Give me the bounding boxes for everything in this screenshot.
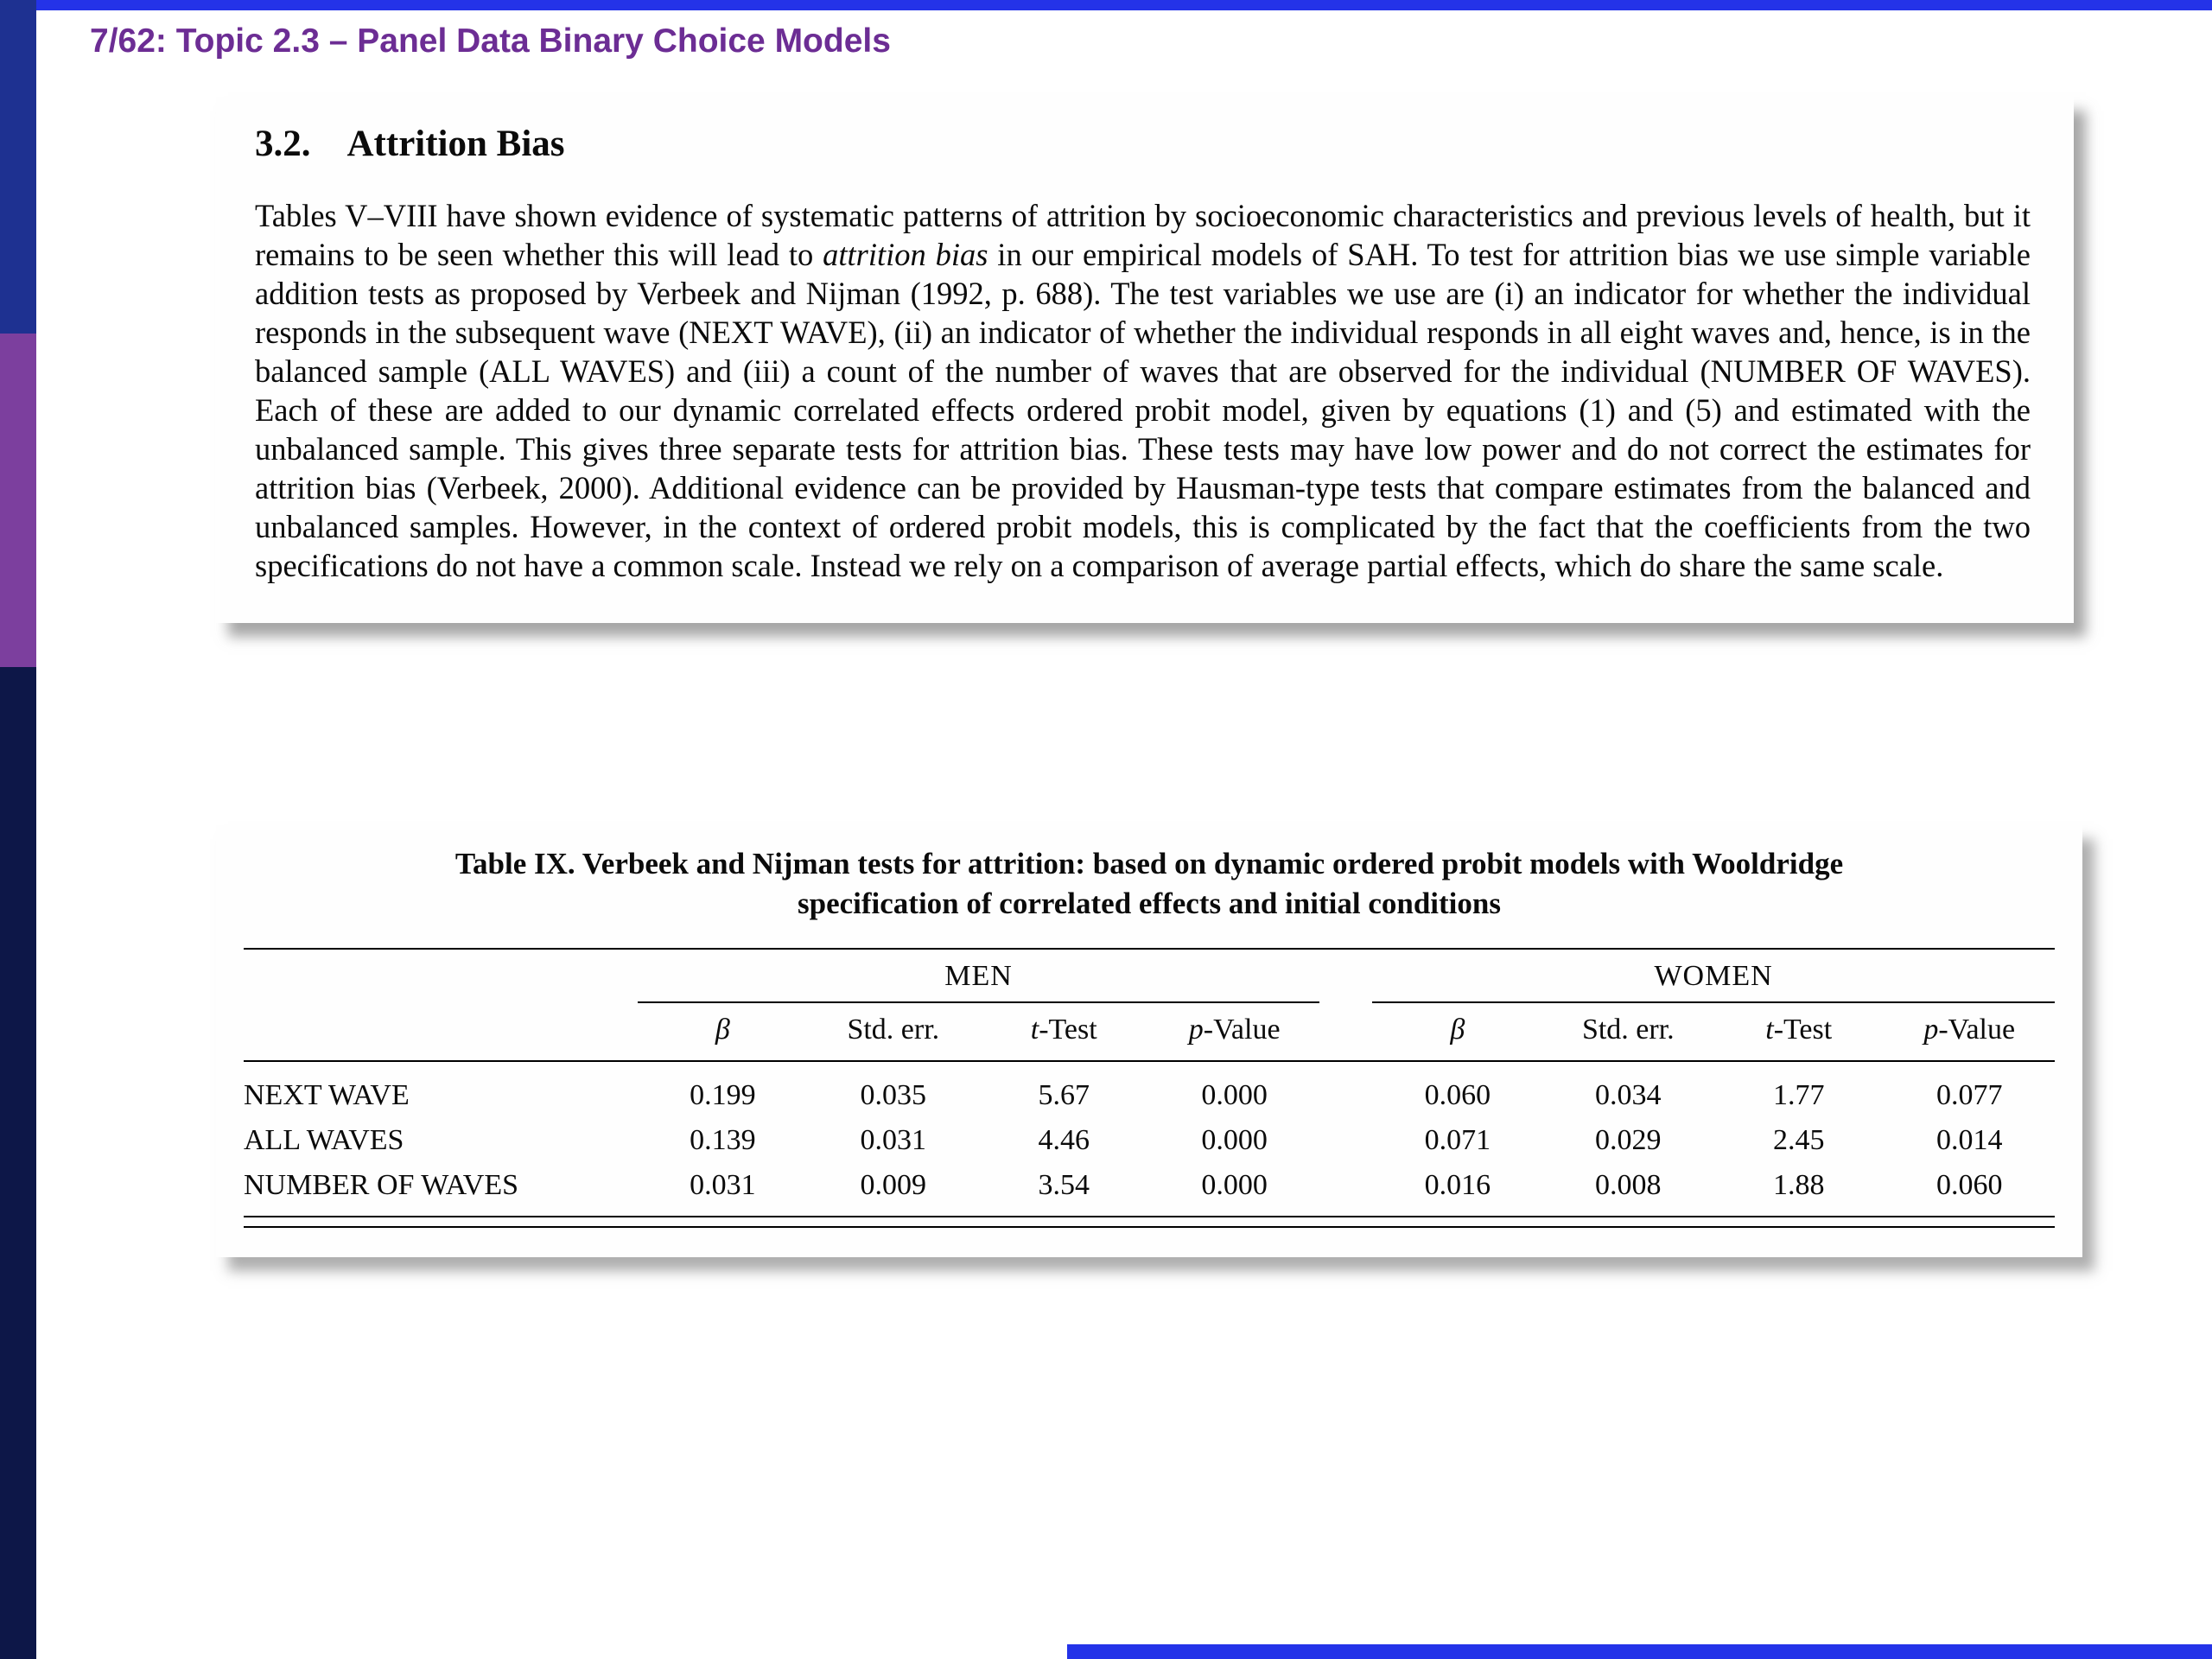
section-number: 3.2. [255, 124, 311, 164]
table-cell: 0.008 [1595, 1169, 1662, 1202]
table-cell: 0.060 [1424, 1079, 1491, 1112]
table-cell: 3.54 [1038, 1169, 1090, 1202]
paragraph-part2: in our empirical models of SAH. To test for attrition bias we use simple variable addition tests as proposed by Verbeek and Nijman (1992, p. 688). The test variables we use are (i) an indicator for whether the individual responds in the subsequent wave (NEXT WAVE), (ii) an indicator of whether the individual responds in all eight waves and, hence, is in the balanced sample (ALL WAVES) and (iii) a count of the number of waves that are observed for the individual (NUMBER OF WAVES). Each of these are added to our dynamic correlated effects ordered probit model, given by equations (1) and (5) and estimated with the unbalanced sample. This gives three separate tests for attrition bias. These tests may have low power and do not correct the estimates for attrition bias (Verbeek, 2000). Additional evidence can be provided by Hausman-type tests that compare estimates from the balanced and unbalanced samples. However, in the context of ordered probit models, this is complicated by the fact that the coefficients from the two specifications do not have a common scale. Instead we rely on a comparison of average partial effects, which do share the same scale. [255, 237, 2031, 583]
col-header-text: Std. err. [1581, 1014, 1675, 1046]
table-cell: 1.88 [1772, 1169, 1825, 1202]
table-cell: 0.077 [1936, 1079, 2003, 1112]
top-accent-bar [36, 0, 2212, 10]
table-cell: 5.67 [1038, 1079, 1090, 1112]
bottom-accent-bar [1067, 1644, 2212, 1659]
table-cell: 4.46 [1038, 1124, 1090, 1157]
italic-part: t [1030, 1014, 1039, 1046]
beta-symbol: β [1450, 1014, 1465, 1046]
col-header-text: -Test [1773, 1014, 1833, 1046]
group-header-row [244, 949, 2055, 1002]
paragraph-part1: Tables V–VIII have shown evidence of systematic patterns of attrition by socioeconomic characteristics and previous levels of health, but it remains to be seen whether this will lead to [255, 198, 2031, 272]
col-header-text: -Test [1039, 1014, 1097, 1046]
table-cell: 0.031 [690, 1169, 756, 1202]
table-cell: 0.034 [1595, 1079, 1662, 1112]
left-band-middle [0, 334, 36, 667]
group-header-men: MEN [638, 949, 1320, 1002]
section-title [255, 123, 2031, 165]
col-header-stderr-women [1543, 1002, 1713, 1061]
table-row [244, 1061, 2055, 1118]
section-name: Attrition Bias [346, 124, 565, 164]
empty-cell [244, 949, 638, 1002]
table-caption-line1: Table IX. Verbeek and Nijman tests for attrition: based on dynamic ordered probit models with Wooldridge [454, 847, 1844, 880]
col-header-ttest-women [1713, 1002, 1884, 1061]
paragraph-emphasis: attrition bias [823, 237, 988, 272]
spacer-cell [1319, 949, 1372, 1002]
spacer-cell [1319, 1061, 1372, 1118]
italic-part: p [1923, 1014, 1939, 1046]
col-header-text: -Value [1938, 1014, 2016, 1046]
row-label: ALL WAVES [244, 1124, 404, 1157]
left-band-top [0, 0, 36, 334]
group-header-women: WOMEN [1372, 949, 2055, 1002]
table-cell: 0.000 [1201, 1169, 1268, 1202]
table-row [244, 1118, 2055, 1163]
col-header-stderr-men [808, 1002, 978, 1061]
col-header-beta-men [638, 1002, 808, 1061]
table-cell: 0.009 [860, 1169, 927, 1202]
italic-part: t [1765, 1014, 1774, 1046]
table-cell: 0.071 [1424, 1124, 1491, 1157]
col-header-text: Std. err. [847, 1014, 940, 1046]
paper-excerpt [216, 97, 2074, 623]
table-cell: 0.016 [1424, 1169, 1491, 1202]
left-band-bottom [0, 667, 36, 1659]
table-cell: 0.031 [860, 1124, 927, 1157]
row-label: NEXT WAVE [244, 1079, 410, 1112]
table-cell: 2.45 [1772, 1124, 1825, 1157]
column-header-row [244, 1002, 2055, 1061]
col-header-text: -Value [1203, 1014, 1281, 1046]
col-header-pvalue-women [1884, 1002, 2055, 1061]
spacer-cell [1319, 1118, 1372, 1163]
paper-paragraph [255, 196, 2031, 585]
col-header-beta-women [1372, 1002, 1542, 1061]
attrition-table [244, 948, 2055, 1228]
table-caption [244, 844, 2055, 924]
table-cell: 0.014 [1936, 1124, 2003, 1157]
table-cell: 0.000 [1201, 1079, 1268, 1112]
table-caption-line2: specification of correlated effects and initial conditions [798, 887, 1501, 921]
spacer-cell [1319, 1002, 1372, 1061]
italic-part: p [1188, 1014, 1204, 1046]
beta-symbol: β [715, 1014, 730, 1046]
slide-title: 7/62: Topic 2.3 – Panel Data Binary Choice Models [90, 22, 891, 60]
empty-cell [244, 1002, 638, 1061]
col-header-ttest-men [979, 1002, 1149, 1061]
table-cell: 0.139 [690, 1124, 756, 1157]
table-cell: 0.029 [1595, 1124, 1662, 1157]
table-cell: 0.199 [690, 1079, 756, 1112]
table-block [216, 825, 2082, 1257]
table-cell: 1.77 [1772, 1079, 1825, 1112]
col-header-pvalue-men [1149, 1002, 1319, 1061]
bottom-rule [244, 1217, 2055, 1227]
table-cell: 0.000 [1201, 1124, 1268, 1157]
table-cell: 0.035 [860, 1079, 927, 1112]
bottom-rule-row [244, 1217, 2055, 1227]
row-label: NUMBER OF WAVES [244, 1169, 519, 1202]
table-cell: 0.060 [1936, 1169, 2003, 1202]
table-row [244, 1163, 2055, 1217]
spacer-cell [1319, 1163, 1372, 1217]
